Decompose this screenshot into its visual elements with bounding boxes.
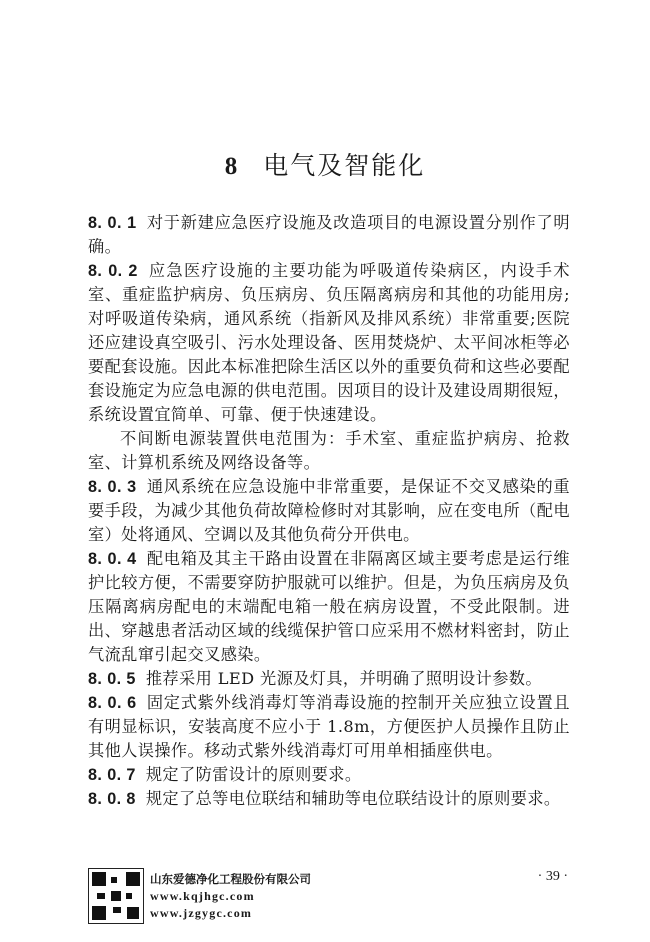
- paragraph-text: 通风系统在应急设施中非常重要，是保证不交叉感染的重要手段，为减少其他负荷故障检修时对其影响，应在变电所（配电室）处将通风、空调以及其他负荷分开供电。: [88, 477, 570, 544]
- chapter-number: 8: [224, 153, 240, 180]
- clause-number: 8. 0. 2: [88, 262, 138, 280]
- chapter-title: [0, 146, 650, 182]
- paragraph-text: 配电箱及其主干路由设置在非隔离区域主要考虑是运行维护比较方便，不需要穿防护服就可以维护。但是，为负压病房及负压隔离病房配电的末端配电箱一般在病房设置，不受此限制。进出、穿越患者活动区域的线缆保护管口应采用不燃材料密封，防止气流乱窜引起交叉感染。: [88, 549, 570, 664]
- paragraph-8-0-7: [88, 763, 570, 787]
- paragraph-8-0-4: [88, 547, 570, 667]
- paragraph-ups: [88, 427, 570, 475]
- paragraph-text: 固定式紫外线消毒灯等消毒设施的控制开关应独立设置且有明显标识，安装高度不应小于 1.8m，方便医护人员操作且防止其他人误操作。移动式紫外线消毒灯可用单相插座供电。: [88, 693, 570, 760]
- footer-company: 山东爱德净化工程股份有限公司: [150, 872, 311, 886]
- chapter-title-text: 电气及智能化: [263, 151, 426, 180]
- paragraph-8-0-3: [88, 475, 570, 547]
- footer-url-1[interactable]: www.kqjhgc.com: [150, 889, 255, 903]
- paragraph-text: 应急医疗设施的主要功能为呼吸道传染病区，内设手术室、重症监护病房、负压病房、负压隔离病房和其他的功能用房;对呼吸道传染病，通风系统（指新风及排风系统）非常重要;医院还应建设真空吸引、污水处理设备、医用焚烧炉、太平间冰柜等必要配套设施。因此本标准把除生活区以外的重要负荷和这些必要配套设施定为应急电源的供电范围。因项目的设计及建设周期很短，系统设置宜简单、可靠、便于快速建设。: [88, 261, 570, 424]
- paragraph-text: 对于新建应急医疗设施及改造项目的电源设置分别作了明确。: [88, 213, 570, 256]
- document-body: [88, 211, 570, 811]
- paragraph-text: 推荐采用 LED 光源及灯具，并明确了照明设计参数。: [145, 669, 542, 688]
- footer-url-2[interactable]: www.jzgygc.com: [150, 906, 253, 920]
- paragraph-8-0-2: [88, 259, 570, 427]
- page-number: · 39 ·: [537, 869, 568, 884]
- paragraph-8-0-6: [88, 691, 570, 763]
- clause-number: 8. 0. 7: [88, 766, 136, 784]
- clause-number: 8. 0. 4: [88, 550, 137, 568]
- clause-number: 8. 0. 6: [88, 694, 137, 712]
- paragraph-8-0-1: [88, 211, 570, 259]
- paragraph-8-0-5: [88, 667, 570, 691]
- footer-info: [150, 871, 311, 922]
- paragraph-text: 不间断电源装置供电范围为：手术室、重症监护病房、抢救室、计算机系统及网络设备等。: [88, 429, 570, 472]
- clause-number: 8. 0. 1: [88, 214, 137, 232]
- paragraph-text: 规定了防雷设计的原则要求。: [145, 765, 362, 784]
- paragraph-text: 规定了总等电位联结和辅助等电位联结设计的原则要求。: [145, 789, 561, 808]
- clause-number: 8. 0. 5: [88, 670, 136, 688]
- clause-number: 8. 0. 3: [88, 478, 137, 496]
- paragraph-8-0-8: [88, 787, 570, 811]
- clause-number: 8. 0. 8: [88, 790, 136, 808]
- qr-code: [88, 868, 144, 924]
